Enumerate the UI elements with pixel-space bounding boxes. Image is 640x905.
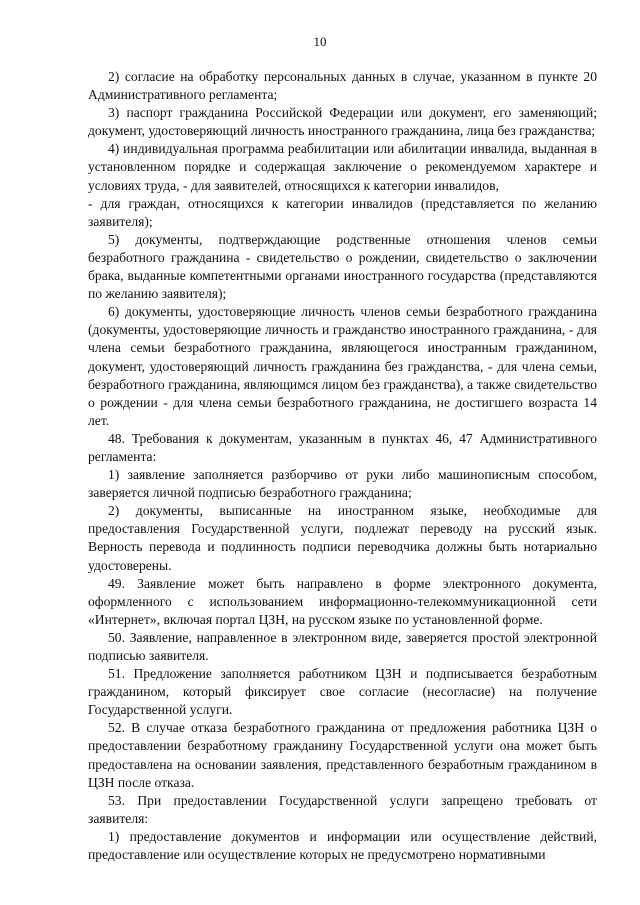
paragraph-consent: 2) согласие на обработку персональных данных в случае, указанном в пункте 20 Административного регламента;: [88, 69, 597, 103]
paragraph-53: 53. При предоставлении Государственной услуги запрещено требовать от заявителя:: [88, 792, 597, 826]
page-number: 10: [313, 34, 327, 49]
paragraph-rehab-program: 4) индивидуальная программа реабилитации или абилитации инвалида, выданная в установленном порядке и содержащая заключение о рекомендуемом характере и условиях труда, - для заявителей, относящихся к категории инвалидов,: [88, 141, 597, 193]
document-body: [88, 68, 597, 864]
paragraph-48: 48. Требования к документам, указанным в пунктах 46, 47 Административного регламента:: [88, 430, 597, 464]
paragraph-50: 50. Заявление, направленное в электронном виде, заверяется простой электронной подписью заявителя.: [88, 629, 597, 663]
paragraph-rehab-program-cont: - для граждан, относящихся к категории инвалидов (представляется по желанию заявителя);: [88, 195, 597, 229]
paragraph-48-1: 1) заявление заполняется разборчиво от руки либо машинописным способом, заверяется личной подписью безработного гражданина;: [88, 467, 597, 501]
paragraph-49: 49. Заявление может быть направлено в форме электронного документа, оформленного с использованием информационно-телекоммуникационной сети «Интернет», включая портал ЦЗН, на русском языке по установленной форме.: [88, 575, 597, 627]
paragraph-family-identity: 6) документы, удостоверяющие личность членов семьи безработного гражданина (документы, удостоверяющие личность и гражданство иностранного гражданина, - для члена семьи безработного гражданина, являющегося иностранным гражданином, документ, удостоверяющий личность гражданина без гражданства, - для члена семьи, безработного гражданина, являющимся лицом без гражданства), а также свидетельство о рождении - для члена семьи безработного гражданина, не достигшего возраста 14 лет.: [88, 304, 597, 428]
paragraph-passport: 3) паспорт гражданина Российской Федерации или документ, его заменяющий; документ, удостоверяющий личность иностранного гражданина, лица без гражданства;: [88, 105, 597, 139]
paragraph-48-2: 2) документы, выписанные на иностранном языке, необходимые для предоставления Государственной услуги, подлежат переводу на русский язык. Верность перевода и подлинность подписи переводчика должны быть нотариально удостоверены.: [88, 503, 597, 573]
paragraph-family-relations: 5) документы, подтверждающие родственные отношения членов семьи безработного гражданина - свидетельство о рождении, свидетельство о заключении брака, выданные компетентными органами иностранного государства (представляются по желанию заявителя);: [88, 231, 597, 302]
paragraph-53-1: 1) предоставление документов и информации или осуществление действий, предоставление или осуществление которых не предусмотрено нормативными: [88, 828, 597, 863]
paragraph-51: 51. Предложение заполняется работником ЦЗН и подписывается безработным гражданином, который фиксирует свое согласие (несогласие) на получение Государственной услуги.: [88, 666, 597, 718]
paragraph-52: 52. В случае отказа безработного гражданина от предложения работника ЦЗН о предоставлении безработному гражданину Государственной услуги она может быть предоставлена на основании заявления, представленного безработным гражданином в ЦЗН после отказа.: [88, 720, 597, 790]
